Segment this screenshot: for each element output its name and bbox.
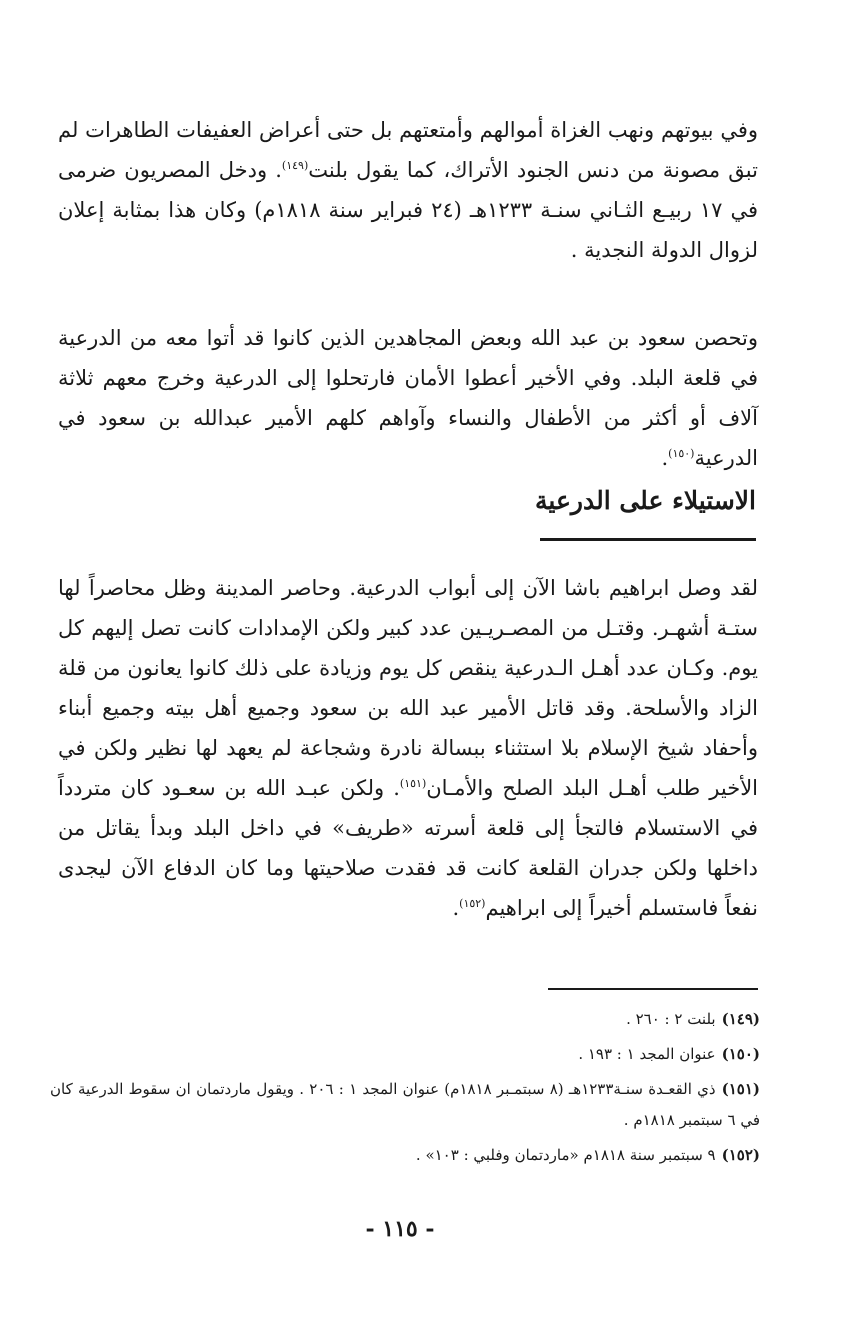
footnote-separator (548, 988, 758, 990)
paragraph-text: . (661, 446, 669, 470)
footnote-reference: (١٥١) (399, 777, 427, 790)
footnote-text: بلنت ٢ : ٢٦٠ . (626, 1010, 716, 1028)
footnote-number: (١٤٩) (721, 1010, 760, 1028)
section-heading: الاستيلاء على الدرعية (535, 486, 756, 515)
paragraph-text: لقد وصل ابراهيم باشا الآن إلى أبواب الدرعية. وحاصر المدينة وظل محاصراً لها ستـة أشهـر. وقتـل من المصـريـين عدد كبير ولكن الإمدادات كانت تصل إليهم كل يوم. وكـان عدد أهـل الـدرعية ينقص كل يوم وزيادة على ذلك كانوا يعانون من قلة الزاد والأسلحة. وقد قاتل الأمير عبد الله بن سعود وجميع أهل بيته وجميع أبناء وأحفاد شيخ الإسلام بلا استثناء ببسالة نادرة وشجاعة لم يعهد لها نظير ولكن في الأخير طلب أهـل البلد الصلح والأمـان (58, 576, 758, 800)
body-paragraph (58, 318, 758, 478)
footnote-item (50, 1039, 760, 1070)
paragraph-text: وتحصن سعود بن عبد الله وبعض المجاهدين الذين كانوا قد أتوا معه من الدرعية في قلعة البلد. وفي الأخير أعطوا الأمان فارتحلوا إلى الدرعية وخرج معهم ثلاثة آلاف أو أكثر من الأطفال والنساء وآواهم كلهم الأمير عبدالله بن سعود في الدرعية (58, 326, 758, 470)
footnote-reference: (١٥٢) (459, 897, 486, 910)
paragraph-text: . (452, 896, 460, 920)
footnote-item (50, 1140, 760, 1171)
footnote-text: عنوان المجد ١ : ١٩٣ . (578, 1045, 716, 1063)
footnote-number: (١٥١) (721, 1080, 760, 1098)
page-number: - ١١٥ - (365, 1216, 435, 1242)
paragraph-text: وفي بيوتهم ونهب الغزاة أموالهم وأمتعتهم بل حتى أعراض العفيفات الطاهرات لم تبق مصونة من دنس الجنود الأتراك، كما يقول بلنت (58, 118, 759, 182)
footnotes-list (50, 1004, 760, 1175)
footnote-text: ٩ سبتمبر سنة ١٨١٨م «ماردتمان وفلبي : ١٠٣» . (415, 1146, 716, 1164)
paragraph-text: . ولكن عبـد الله بن سعـود كان متردداً في الاستسلام فالتجأ إلى قلعة أسرته «طريف» في داخل البلد وبدأ يقاتل من داخلها ولكن جدران القلعة كانت قد فقدت صلاحيتها وما كان الدفاع الآن ليجدى نفعاً فاستسلم أخيراً إلى ابراهيم (58, 776, 758, 920)
footnote-number: (١٥٠) (721, 1045, 760, 1063)
paragraph-text: . ودخل المصريون ضرمى في ١٧ ربيـع الثـاني سنـة ١٢٣٣هـ (٢٤ فبراير سنة ١٨١٨م) وكان هذا بمثابة إعلان لزوال الدولة النجدية . (58, 158, 758, 262)
footnote-text: ذي القعـدة سنـة١٢٣٣هـ (٨ سبتمـبر ١٨١٨م) عنوان المجد ١ : ٢٠٦ . ويقول ماردتمان ان سقوط الدرعية كان في ٦ سبتمبر ١٨١٨م . (50, 1080, 760, 1129)
footnote-item (50, 1074, 760, 1136)
footnote-reference: (١٤٩) (281, 159, 309, 172)
footnote-number: (١٥٢) (721, 1146, 760, 1164)
footnote-item (50, 1004, 760, 1035)
body-paragraph (58, 110, 758, 270)
footnote-reference: (١٥٠) (668, 447, 695, 460)
body-paragraph (58, 568, 758, 928)
heading-underline (540, 538, 756, 541)
